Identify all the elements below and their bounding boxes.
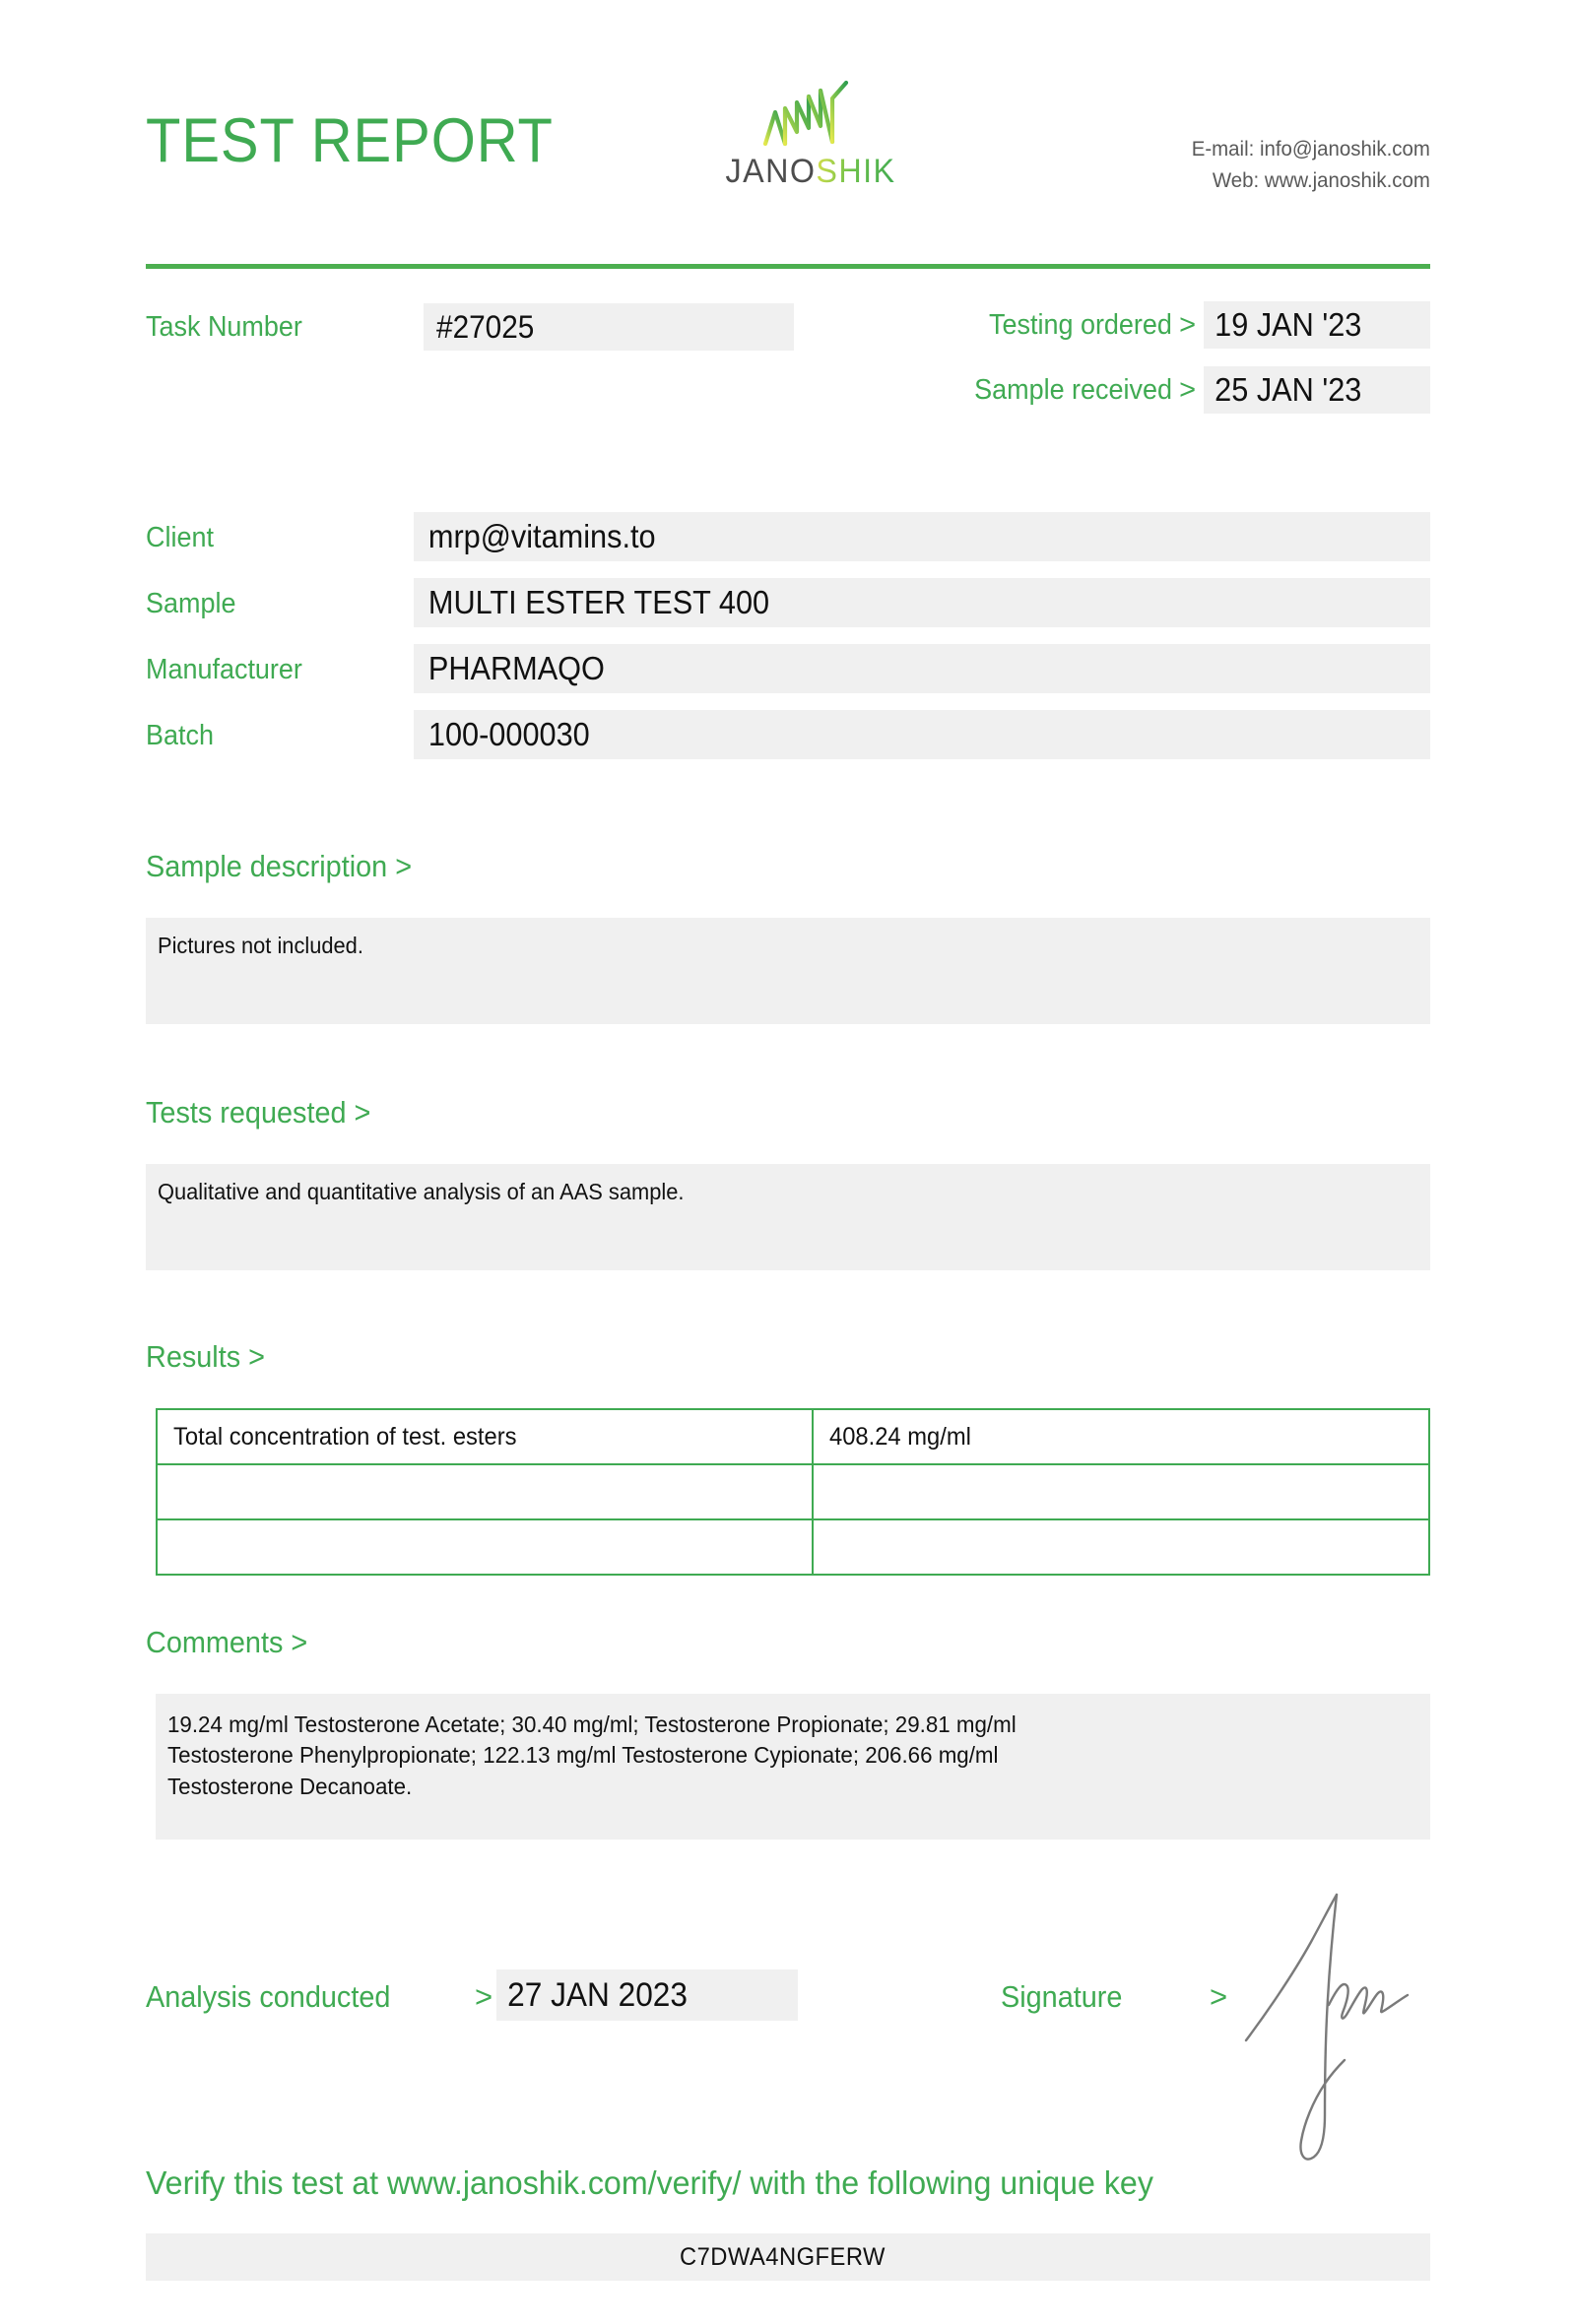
tests-requested-heading: Tests requested >: [146, 1095, 371, 1130]
comments-line-3: Testosterone Decanoate.: [167, 1773, 413, 1799]
info-row-sample: [146, 578, 1430, 644]
result-value-text: 408.24 mg/ml: [829, 1422, 971, 1451]
sample-description-heading: Sample description >: [146, 849, 413, 883]
results-section: [146, 1339, 1430, 1576]
client-field: [414, 512, 1430, 561]
result-name-cell: [157, 1519, 813, 1575]
unique-key-field: [146, 2233, 1430, 2281]
analysis-signature-row: [146, 1920, 1430, 2176]
tests-requested-section: [146, 1095, 1430, 1270]
sample-received-row: [879, 368, 1430, 433]
contact-web: Web: www.janoshik.com: [1213, 168, 1430, 193]
comments-line-1: 19.24 mg/ml Testosterone Acetate; 30.40 mg/ml; Testosterone Propionate; 29.81 mg/ml: [167, 1711, 1017, 1737]
contact-info: [1192, 133, 1430, 197]
sample-description-text: Pictures not included.: [158, 933, 363, 958]
analysis-date-field: [496, 1969, 798, 2021]
manufacturer-label: Manufacturer: [146, 654, 302, 685]
sample-received-label: Sample received: [974, 374, 1172, 406]
comments-section: [146, 1625, 1430, 1840]
task-number-label: Task Number: [146, 311, 302, 343]
analysis-date-value: 27 JAN 2023: [507, 1975, 688, 2014]
logo-wordmark: [703, 155, 919, 188]
manufacturer-field: [414, 644, 1430, 693]
verify-instructions: Verify this test at www.janoshik.com/verify/ with the following unique key: [146, 2164, 1153, 2201]
sample-description-section: [146, 849, 1430, 1024]
batch-field: [414, 710, 1430, 759]
unique-key-value: C7DWA4NGFERW: [680, 2242, 886, 2271]
contact-email: E-mail: info@janoshik.com: [1191, 137, 1430, 161]
analysis-separator-icon: >: [475, 1979, 493, 2014]
task-and-dates-row: [146, 303, 1430, 431]
testing-ordered-field: [1204, 301, 1430, 349]
dates-block: [879, 303, 1430, 433]
comments-line-2: Testosterone Phenylpropionate; 122.13 mg/ml Testosterone Cypionate; 206.66 mg/ml: [167, 1742, 999, 1769]
sample-value: MULTI ESTER TEST 400: [427, 584, 770, 620]
client-label: Client: [146, 522, 214, 553]
comments-heading: Comments >: [146, 1625, 308, 1659]
testing-ordered-row: [879, 303, 1430, 368]
tests-requested-box: [146, 1164, 1430, 1270]
result-value-cell: [813, 1464, 1429, 1519]
tests-requested-text: Qualitative and quantitative analysis of an AAS sample.: [158, 1179, 685, 1204]
results-table: [156, 1408, 1430, 1576]
batch-label: Batch: [146, 720, 214, 751]
batch-value: 100-000030: [427, 716, 590, 752]
result-value-cell: [813, 1409, 1429, 1464]
results-heading: Results >: [146, 1339, 265, 1374]
manufacturer-value: PHARMAQO: [427, 650, 605, 686]
result-name-text: Total concentration of test. esters: [173, 1422, 517, 1451]
sample-received-value: 25 JAN '23: [1215, 371, 1362, 408]
sample-received-separator-icon: >: [1179, 374, 1196, 406]
janoshik-logo: [697, 79, 924, 188]
testing-ordered-value: 19 JAN '23: [1215, 306, 1362, 343]
task-number-field: [424, 303, 794, 351]
table-row: [157, 1464, 1429, 1519]
client-value: mrp@vitamins.to: [427, 518, 656, 554]
result-value-cell: [813, 1519, 1429, 1575]
sample-info-table: [146, 512, 1430, 776]
sample-description-box: [146, 918, 1430, 1024]
sample-received-field: [1204, 366, 1430, 414]
document-header: [146, 0, 1430, 197]
page-title: TEST REPORT: [146, 106, 554, 175]
result-name-cell: [157, 1464, 813, 1519]
table-row: [157, 1409, 1429, 1464]
info-row-batch: [146, 710, 1430, 776]
sample-field: [414, 578, 1430, 627]
info-row-manufacturer: [146, 644, 1430, 710]
comments-box: [156, 1694, 1430, 1840]
table-row: [157, 1519, 1429, 1575]
document-content: [146, 0, 1430, 2014]
signature-label: Signature: [1001, 1979, 1123, 2014]
sample-label: Sample: [146, 588, 236, 619]
info-row-client: [146, 512, 1430, 578]
logo-text-dark: JANO: [725, 153, 817, 190]
handwritten-signature-icon: [1234, 1891, 1421, 2181]
result-name-cell: [157, 1409, 813, 1464]
testing-ordered-separator-icon: >: [1179, 309, 1196, 341]
signature-separator-icon: >: [1210, 1979, 1228, 2014]
analysis-conducted-label: Analysis conducted: [146, 1979, 391, 2014]
mountain-chart-icon: [697, 79, 924, 153]
header-divider: [146, 264, 1430, 269]
task-number-value: #27025: [436, 308, 535, 345]
testing-ordered-label: Testing ordered: [989, 309, 1172, 341]
logo-text-accent: SHIK: [816, 153, 896, 190]
